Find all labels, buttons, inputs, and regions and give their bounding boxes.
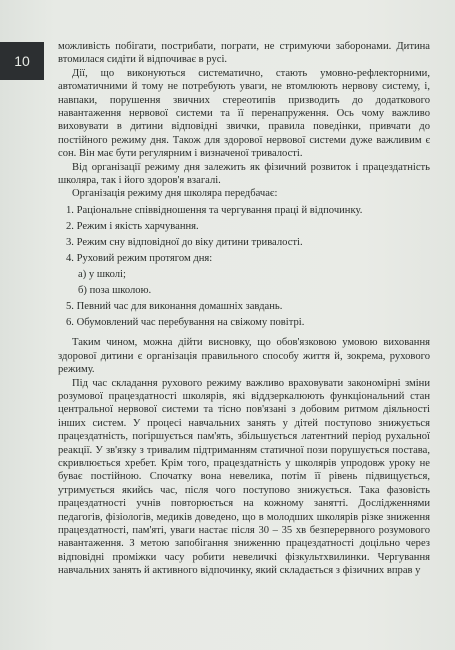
paragraph: Організація режиму дня школяра передбачає: [72,188,278,200]
paragraph: Таким чином, можна дійти висновку, що обов'язковою умовою виховання здорової дитини є організація правильного способу життя й, зокрема, рухового режиму. [58,337,430,376]
list-item: 6. Обумовлений час перебування на свіжому повітрі. [66,316,305,328]
list-item: 2. Режим і якість харчування. [66,220,199,232]
paragraph: Під час складання рухового режиму важливо враховувати закономірні зміни розумової працездатності школярів, які віддзеркалюють функціональний стан центральної нервової системи та тісно пов'язані з добовим ритмом діяльності інших систем. У процесі навчальних занять у дітей поступово знижується працездатність, погіршується пам'ять, збільшується латентний період рухальної реакції. У зв'язку з тривалим підтриманням статичної пози порушується постава, скривлюється хребет. Крім того, працездатність у школярів упродовж уроку не буває постійною. Спочатку вона невелика, потім її рівень підвищується, утримується якийсь час, після чого поступово знижується. Така фазовість працездатності учнів повторюється на кожному занятті. Дослідженнями педагогів, фізіологів, медиків доведено, що в молодших школярів різке зниження працездатності, пам'яті, уваги настає після 30 – 35 хв безперервного розумового навантаження. З метою запобігання зниженню працездатності доцільно через відповідні проміжки часу робити невеличкі фізкультхвилинки. Чергування навчальних занять й активного відпочинку, який складається з фізичних вправ у [58,377,430,577]
list-subitem: б) поза школою. [78,284,152,296]
list-item: 5. Певний час для виконання домашніх завдань. [66,300,283,312]
paragraph: можливість побігати, пострибати, пограти, не стримуючи заборонами. Дитина втомилася сидіти й відпочиває в русі. [58,41,430,66]
regime-list [58,204,430,329]
list-item: 4. Руховий режим протягом дня: [66,252,213,264]
page-text [58,40,430,578]
paragraph: Від організації режиму дня залежить як фізичний розвиток і працездатність школяра, так і його здоров'я взагалі. [58,161,430,187]
page-number: 10 [0,42,44,80]
list-subitem: а) у школі; [78,268,126,280]
list-item: 3. Режим сну відповідної до віку дитини тривалості. [66,236,303,248]
paragraph: Дії, що виконуються систематично, стають умовно-рефлекторними, автоматичними й тому не потребують уваги, не втомлюють нервову систему, і, навпаки, порушення звичних стереотипів призводить до додаткового навантаження нервової системи та її перенапруження. Ось чому важливо виховувати в дитини відповідні звички, правила поведінки, привчати до постійного режиму дня. Також для здорової нервової системи дуже важливим є сон. Він має бути регулярним і визначеної тривалості. [58,67,430,160]
list-item: 1. Раціональне співвідношення та чергування праці й відпочинку. [66,204,363,216]
